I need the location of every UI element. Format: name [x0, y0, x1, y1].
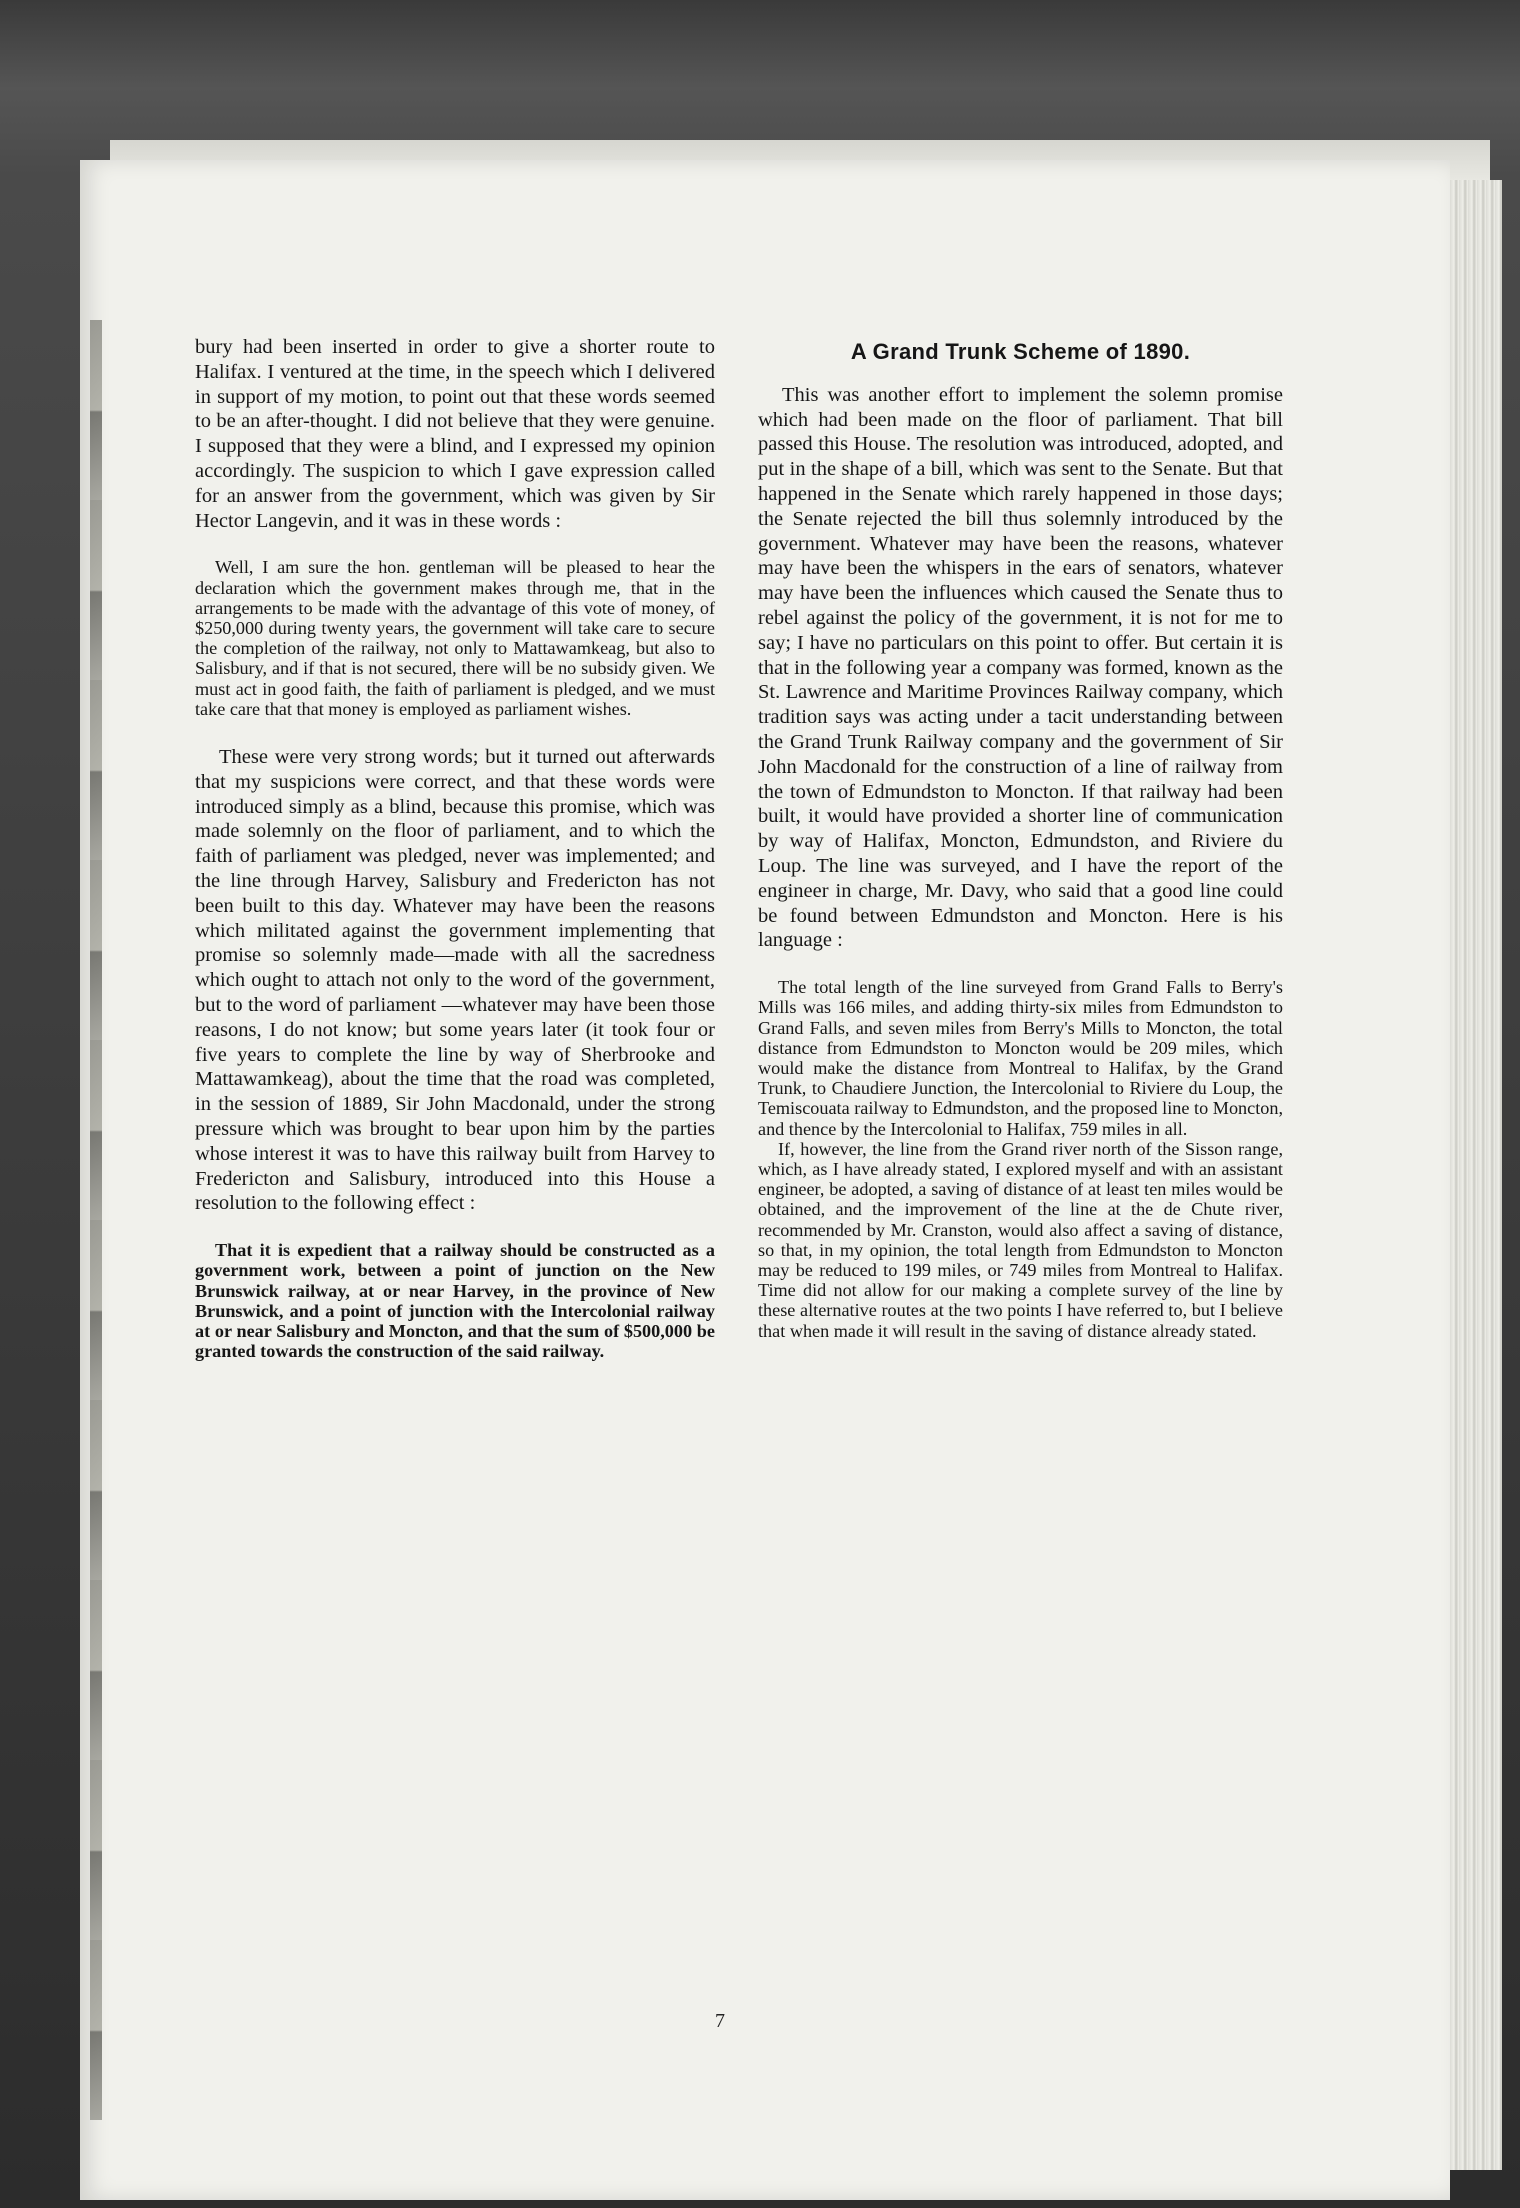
- binding-thread: [90, 320, 102, 2120]
- right-paragraph-1: This was another effort to implement the solemn promise which had been made on the floor of parliament. That bill passed this House. The resolution was introduced, adopted, and put in the shape of a bill, which was sent to the Senate. But that happened in the Senate which rarely happened in those days; the Senate rejected the bill thus solemnly introduced by the government. Whatever may have been the reasons, whatever may have been the whispers in the ears of senators, whatever may have been the influences which caused the Senate thus to rebel against the policy of the government, it is not for me to say; I have no particulars on this point to offer. But certain it is that in the following year a company was formed, known as the St. Lawrence and Maritime Provinces Railway company, which tradition says was acting under a tacit understanding between the Grand Trunk Railway company and the government of Sir John Macdonald for the construction of a line of railway from the town of Edmundston to Moncton. If that railway had been built, it would have provided a shorter line of communication by way of Halifax, Moncton, Edmundston, and Riviere du Loup. The line was surveyed, and I have the report of the engineer in charge, Mr. Davy, who said that a good line could be found between Edmundston and Moncton. Here is his language :: [758, 383, 1283, 952]
- resolution-quote: That it is expedient that a railway should be constructed as a government work, between a point of junction on the New Brunswick railway, at or near Harvey, in the province of New Brunswick, and a point of junction with the Intercolonial railway at or near Salisbury and Moncton, and that the sum of $500,000 be granted towards the construction of the said railway.: [195, 1240, 715, 1362]
- section-heading: A Grand Trunk Scheme of 1890.: [850, 339, 1191, 364]
- engineer-report-quote-2: If, however, the line from the Grand river north of the Sisson range, which, as I have already stated, I explored myself and with an assistant engineer, be adopted, a saving of distance of at least ten miles would be obtained, and the improvement of the line at the de Chute river, recommended by Mr. Cranston, would also affect a saving of distance, so that, in my opinion, the total length from Edmundston to Moncton may be reduced to 199 miles, or 749 miles from Montreal to Halifax. Time did not allow for our making a complete survey of the line by these alternative routes at the two points I have referred to, but I believe that when made it will result in the saving of distance already stated.: [758, 1138, 1283, 1341]
- langevin-quote: Well, I am sure the hon. gentleman will be pleased to hear the declaration which the government makes through me, that in the arrangements to be made with the advantage of this vote of money, of $250,000 during twenty years, the government will take care to secure the completion of the railway, not only to Mattawamkeag, but also to Salisbury, and if that is not secured, there will be no subsidy given. We must act in good faith, the faith of parliament is pledged, and we must take care that that money is employed as parliament wishes.: [195, 557, 715, 719]
- left-paragraph-2: These were very strong words; but it turned out afterwards that my suspicions were correct, and that these words were introduced simply as a blind, because this promise, which was made solemnly on the floor of parliament, and to which the faith of parliament was pledged, never was implemented; and the line through Harvey, Salisbury and Fredericton has not been built to this day. Whatever may have been the reasons which militated against the government implementing that promise so solemnly made—made with all the sacredness which ought to attach not only to the word of the government, but to the word of parliament —whatever may have been those reasons, I do not know; but some years later (it took four or five years to complete the line by way of Sherbrooke and Mattawamkeag), about the time that the road was completed, in the session of 1889, Sir John Macdonald, under the strong pressure which was brought to bear upon him by the parties whose interest it was to have this railway built from Harvey to Fredericton and Salisbury, introduced into this House a resolution to the following effect :: [195, 746, 715, 1215]
- left-paragraph-1: bury had been inserted in order to give a shorter route to Halifax. I ventured at the time, in the speech which I delivered in support of my motion, to point out that these words seemed to be an after-thought. I did not believe that they were genuine. I supposed that they were a blind, and I expressed my opinion accordingly. The suspicion to which I gave expression called for an answer from the government, which was given by Sir Hector Langevin, and it was in these words :: [195, 336, 715, 532]
- engineer-report-quote-1: The total length of the line surveyed from Grand Falls to Berry's Mills was 166 miles, and adding thirty-six miles from Edmundston to Grand Falls, and seven miles from Berry's Mills to Moncton, the total distance from Edmundston to Moncton would be 209 miles, which would make the distance from Montreal to Halifax, by the Grand Trunk, to Chaudiere Junction, the Intercolonial to Riviere du Loup, the Temiscouata railway to Edmundston, and the proposed line to Moncton, and thence by the Intercolonial to Halifax, 759 miles in all.: [758, 977, 1283, 1139]
- right-column: [758, 340, 1283, 1367]
- left-column: [195, 335, 715, 1387]
- page-number: 7: [715, 2010, 725, 2032]
